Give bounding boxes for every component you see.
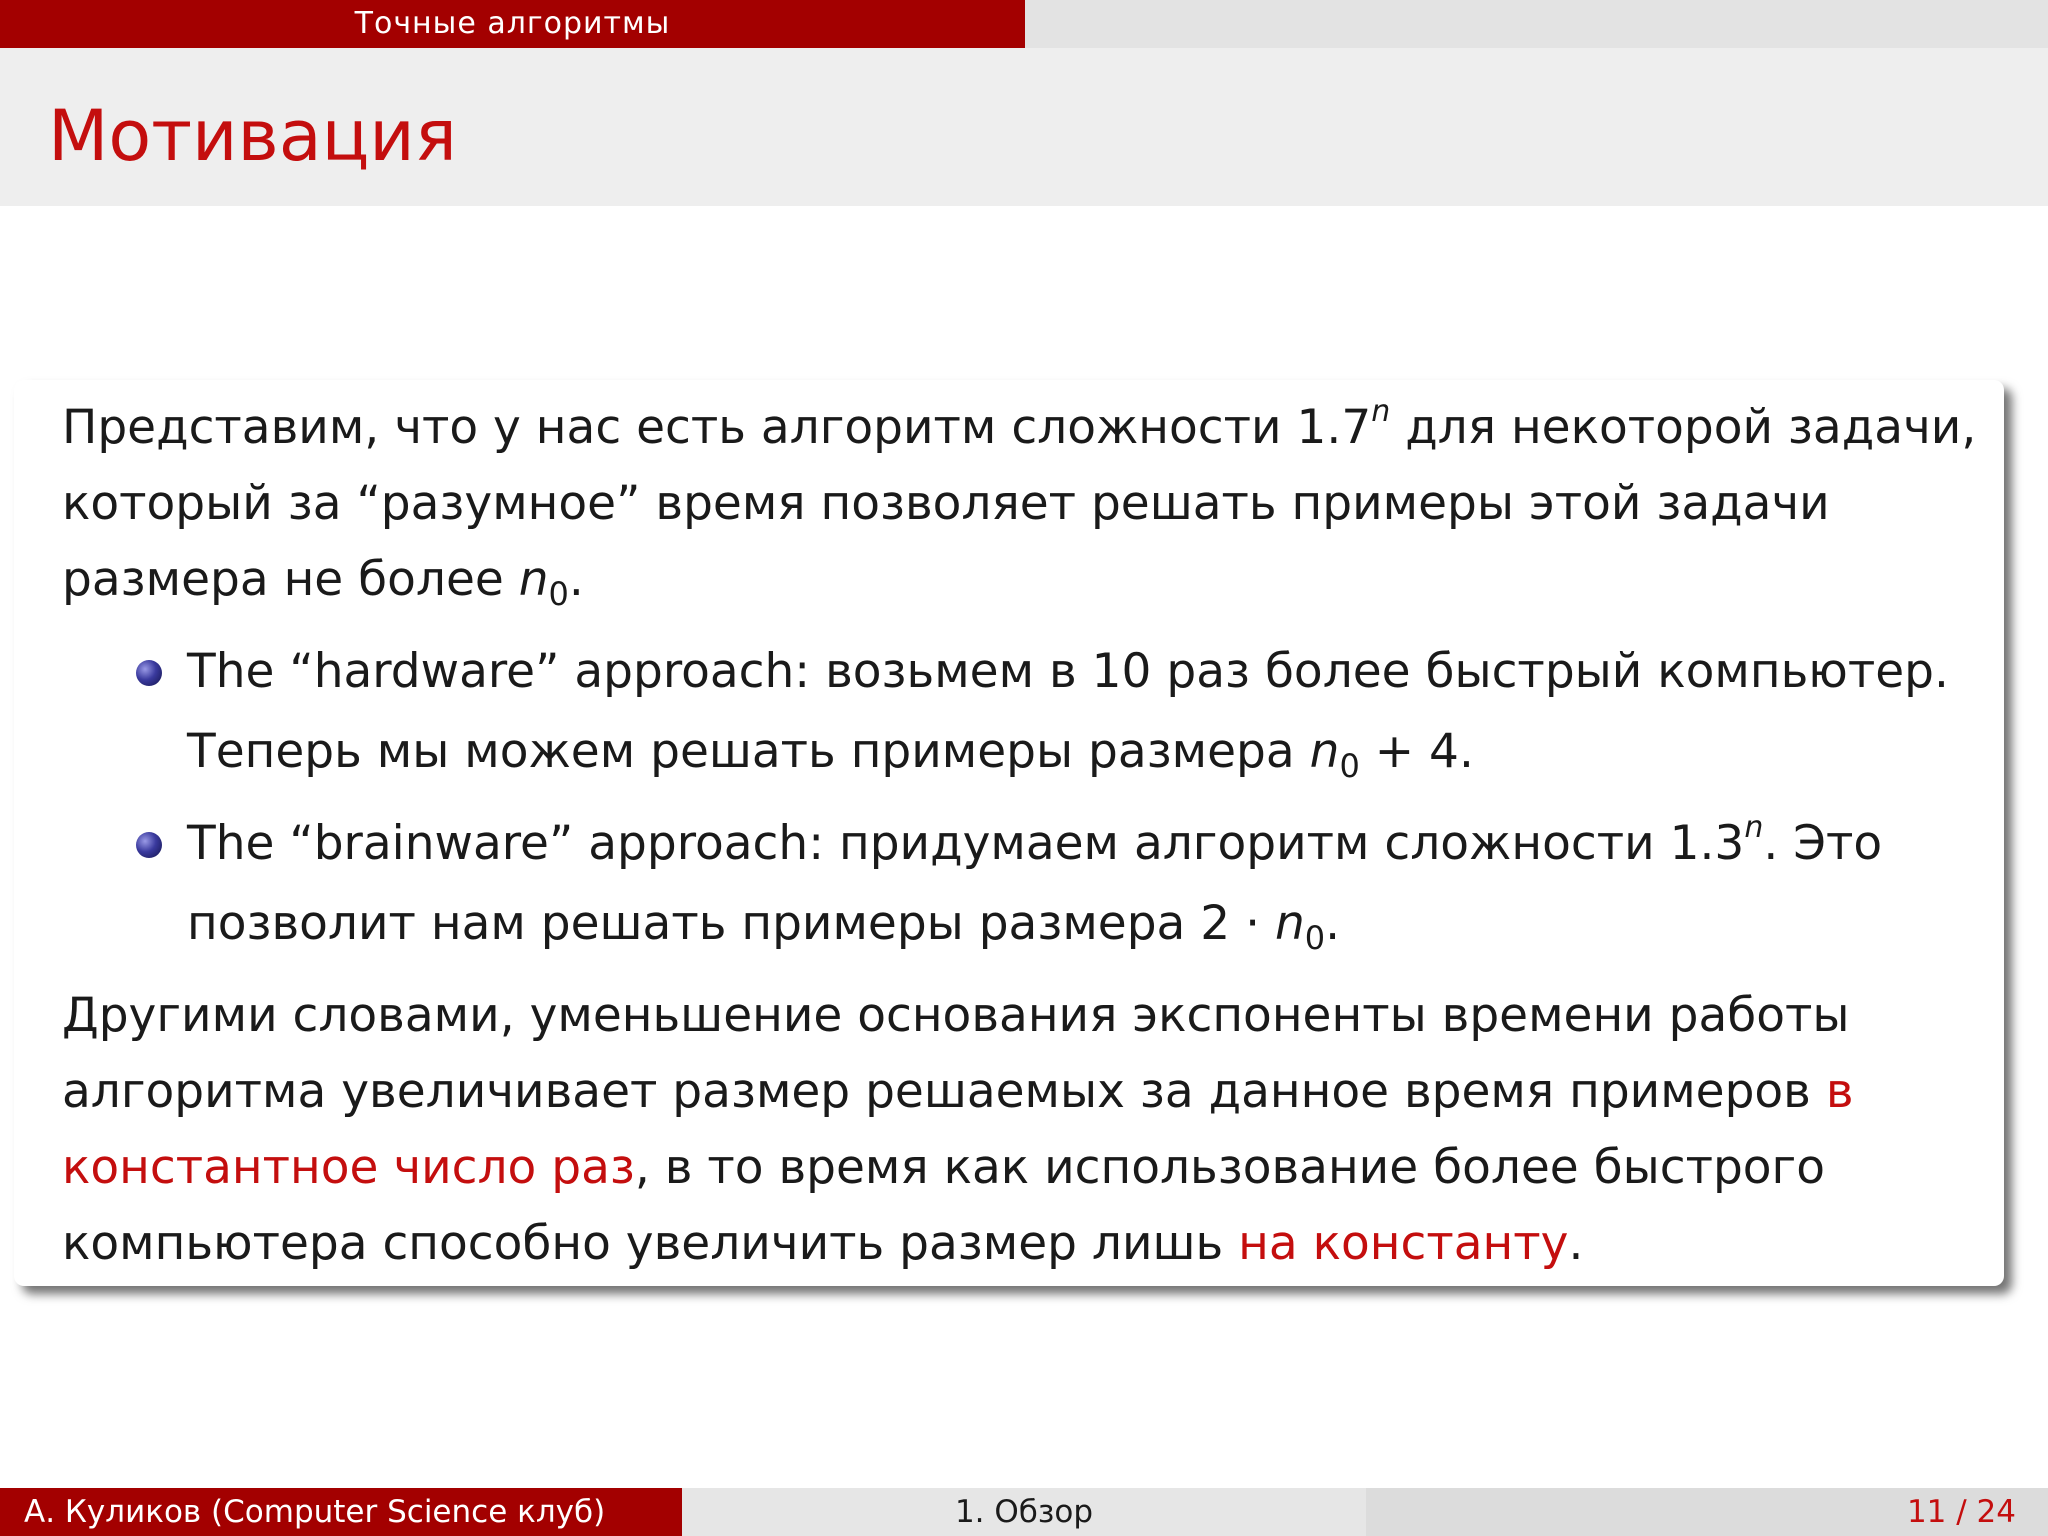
highlight-constant-times: в константное число раз [62, 1064, 1854, 1195]
brainware-text-2: . Это позволит нам решать примеры размера 2 · [187, 816, 1883, 951]
intro-exponent: n [1371, 394, 1391, 429]
footer-bar [0, 1488, 2048, 1536]
footer-author[interactable]: А. Куликов (Computer Science клуб) [0, 1488, 682, 1536]
intro-text-3: . [568, 552, 584, 607]
intro-subscript: 0 [548, 575, 569, 613]
conclusion-text-1: Другими словами, уменьшение основания экспоненты времени работы алгоритма увеличивает размер решаемых за данное время примеров [62, 988, 1850, 1119]
intro-text-2: для некоторой задачи, который за “разумное” время позволяет решать примеры этой задачи размера не более [62, 400, 1977, 607]
list-item-brainware [62, 804, 2002, 964]
header-bar-fill [1025, 0, 2048, 48]
bullet-ball-icon [136, 832, 162, 858]
hardware-variable: n [1309, 724, 1340, 779]
brainware-variable: n [1275, 896, 1305, 951]
bullet-ball-icon [136, 660, 162, 686]
conclusion-text-3: . [1568, 1216, 1584, 1271]
intro-variable: n [518, 552, 549, 607]
intro-paragraph [62, 390, 2002, 618]
slide-title: Мотивация [48, 95, 457, 177]
conclusion-paragraph [62, 978, 2002, 1282]
hardware-text-2: + 4. [1359, 724, 1474, 779]
hardware-subscript: 0 [1339, 747, 1360, 785]
brainware-text-1: The “brainware” approach: придумаем алгоритм сложности 1.3 [187, 816, 1745, 871]
brainware-exponent: n [1744, 810, 1764, 845]
content-body [62, 390, 2002, 1282]
hardware-text-1: The “hardware” approach: возьмем в 10 раз более быстрый компьютер. Теперь мы можем решать примеры размера [187, 644, 1949, 779]
brainware-subscript: 0 [1304, 919, 1326, 957]
page-number: 11 / 24 [1366, 1488, 2048, 1536]
conclusion-text-2: , в то время как использование более быстрого компьютера способно увеличить размер лишь [62, 1140, 1825, 1271]
list-item-hardware [62, 632, 2002, 792]
highlight-by-constant: на константу [1238, 1216, 1569, 1271]
header-bar [0, 0, 2048, 48]
content-block [14, 380, 2004, 1286]
intro-text-1: Представим, что у нас есть алгоритм сложности 1.7 [62, 400, 1372, 455]
brainware-text-3: . [1325, 896, 1341, 951]
approach-list [62, 632, 2002, 964]
footer-section[interactable]: 1. Обзор [682, 1488, 1366, 1536]
header-section-title[interactable]: Точные алгоритмы [0, 0, 1025, 48]
